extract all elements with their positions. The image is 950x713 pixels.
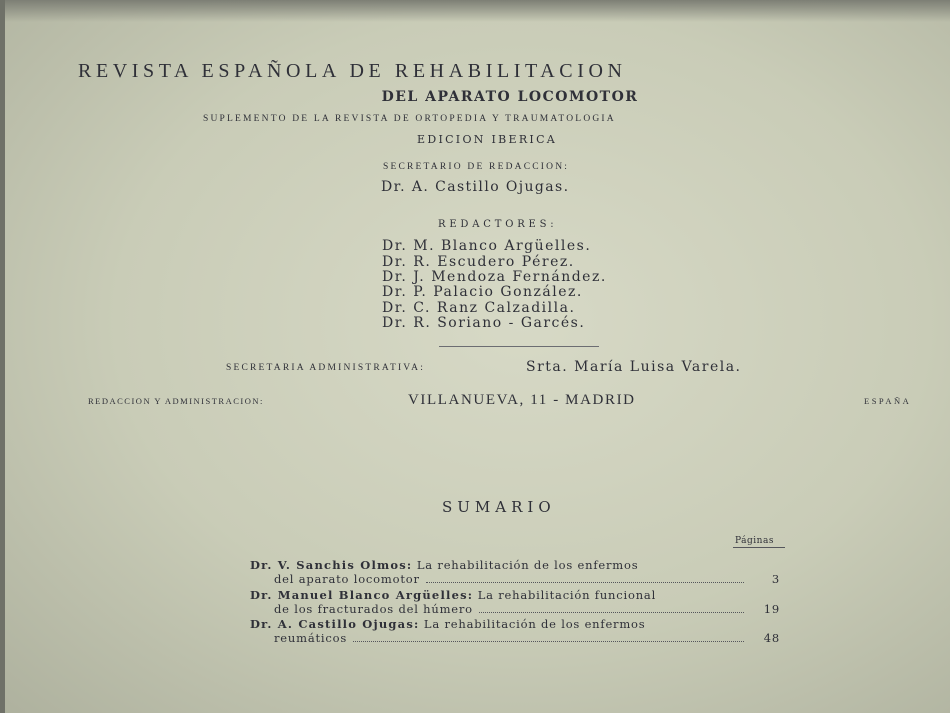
- editor-name: Dr. J. Mendoza Fernández.: [382, 269, 607, 285]
- editor-name: Dr. M. Blanco Argüelles.: [382, 238, 592, 254]
- admin-secretary-label: SECRETARIA ADMINISTRATIVA:: [226, 363, 426, 373]
- dot-leader: [353, 641, 744, 642]
- editor-name: Dr. R. Escudero Pérez.: [382, 254, 575, 270]
- entry-title-line: del aparato locomotor: [274, 572, 420, 586]
- editor-name: Dr. P. Palacio González.: [382, 284, 583, 300]
- secretary-label: SECRETARIO DE REDACCION:: [383, 162, 570, 172]
- summary-entry: [250, 558, 780, 586]
- pages-column-rule: [733, 547, 785, 548]
- entry-author: Dr. V. Sanchis Olmos:: [250, 558, 413, 572]
- entry-author: Dr. Manuel Blanco Argüelles:: [250, 588, 474, 602]
- country-label: ESPAÑA: [864, 396, 912, 406]
- entry-page-number: 48: [763, 631, 780, 645]
- summary-entry: [250, 588, 780, 616]
- journal-subtitle: DEL APARATO LOCOMOTOR: [381, 89, 639, 105]
- office-address: VILLANUEVA, 11 - MADRID: [408, 392, 636, 408]
- summary-heading: SUMARIO: [442, 498, 556, 516]
- entry-title-line: La rehabilitación de los enfermos: [423, 617, 646, 631]
- pages-column-label: Páginas: [735, 536, 774, 546]
- office-label: REDACCION Y ADMINISTRACION:: [88, 396, 264, 406]
- edition-line: EDICION IBERICA: [417, 133, 558, 146]
- dot-leader: [426, 582, 744, 583]
- editor-name: Dr. R. Soriano - Garcés.: [382, 315, 586, 331]
- page-left-edge: [0, 0, 5, 713]
- journal-title: REVISTA ESPAÑOLA DE REHABILITACION: [78, 60, 627, 82]
- editors-label: REDACTORES:: [438, 219, 558, 230]
- entry-title-line: de los fracturados del húmero: [274, 602, 473, 616]
- admin-secretary-name: Srta. María Luisa Varela.: [526, 359, 742, 375]
- entry-title-line: La rehabilitación funcional: [477, 588, 657, 602]
- editor-name: Dr. C. Ranz Calzadilla.: [382, 300, 576, 316]
- summary-entry: [250, 617, 780, 645]
- entry-author: Dr. A. Castillo Ojugas:: [250, 617, 420, 631]
- page-top-shadow: [0, 0, 950, 22]
- entry-title-line: La rehabilitación de los enfermos: [416, 558, 639, 572]
- secretary-name: Dr. A. Castillo Ojugas.: [381, 179, 570, 195]
- entry-title-line: reumáticos: [274, 631, 348, 645]
- dot-leader: [479, 612, 744, 613]
- section-divider: [439, 346, 599, 347]
- entry-page-number: 3: [771, 572, 780, 586]
- entry-page-number: 19: [763, 602, 780, 616]
- supplement-line: SUPLEMENTO DE LA REVISTA DE ORTOPEDIA Y TRAUMATOLOGIA: [203, 114, 616, 124]
